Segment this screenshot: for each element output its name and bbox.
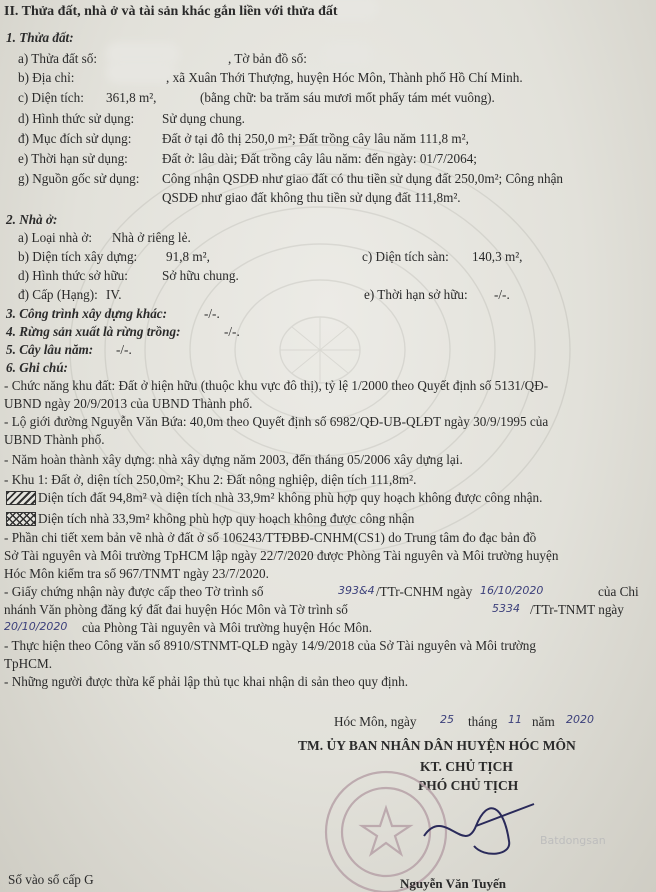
note-8-line-2-b: /TTr-TNMT ngày: [530, 602, 624, 617]
build-area-value: 91,8 m²,: [166, 249, 210, 264]
note-8-line-1-c: của Chi: [598, 584, 639, 599]
construction-heading: 3. Công trình xây dựng khác:: [6, 306, 168, 321]
watermark-text: Batdongsan: [540, 834, 606, 847]
handwritten-date-2: 20/10/2020: [4, 620, 68, 633]
note-9-line-2: TpHCM.: [4, 656, 52, 671]
handwritten-month: 11: [508, 713, 522, 726]
origin-line-2: QSDĐ như giao đất không thu tiền sử dụng đất 111,8m².: [162, 190, 461, 205]
ownership-term-label: e) Thời hạn sở hữu:: [364, 287, 468, 302]
forest-value: -/-.: [224, 324, 240, 339]
note-9-line-1: - Thực hiện theo Công văn số 8910/STNMT-QLĐ ngày 14/9/2018 của Sở Tài nguyên và Môi trường: [4, 638, 536, 653]
address-value: , xã Xuân Thới Thượng, huyện Hóc Môn, Thành phố Hồ Chí Minh.: [166, 70, 523, 85]
origin-label: g) Nguồn gốc sử dụng:: [18, 171, 140, 186]
map-sheet-label: , Tờ bản đồ số:: [228, 51, 307, 66]
handwritten-number-2: 5334: [492, 602, 520, 615]
handwritten-year: 2020: [566, 713, 594, 726]
note-7-line-2: Sở Tài nguyên và Môi trường TpHCM lập ngày 22/7/2020 được Phòng Tài nguyên và Môi trường huyện: [4, 548, 559, 563]
hatch-legend-2-icon: [6, 512, 36, 526]
origin-line-1: Công nhận QSDĐ như giao đất có thu tiền sử dụng đất 250,0m²; Công nhận: [162, 171, 564, 186]
term-label: e) Thời hạn sử dụng:: [18, 151, 128, 166]
trees-heading: 5. Cây lâu năm:: [6, 342, 94, 357]
house-heading: 2. Nhà ở:: [6, 212, 58, 227]
note-2-line-1: - Lộ giới đường Nguyễn Văn Bứa: 40,0m theo Quyết định số 6982/QĐ-UB-QLĐT ngày 30/9/1995 của: [4, 414, 549, 429]
note-5: Diện tích đất 94,8m² và diện tích nhà 33,9m² không phù hợp quy hoạch không được công nhận.: [38, 490, 543, 505]
note-8-line-1-a: - Giấy chứng nhận này được cấp theo Tờ trình số: [4, 584, 264, 599]
note-7-line-3: Hóc Môn kiểm tra số 967/TNMT ngày 23/7/2020.: [4, 566, 269, 581]
note-2-line-2: UBND Thành phố.: [4, 432, 105, 447]
note-8-line-2-a: nhánh Văn phòng đăng ký đất đai huyện Hóc Môn và Tờ trình số: [4, 602, 348, 617]
ownership-label: d) Hình thức sở hữu:: [18, 268, 128, 283]
handwritten-signature-icon: [414, 796, 544, 866]
grade-label: đ) Cấp (Hạng):: [18, 287, 98, 302]
purpose-label: đ) Mục đích sử dụng:: [18, 131, 132, 146]
handwritten-day: 25: [440, 713, 454, 726]
address-label: b) Địa chỉ:: [18, 70, 75, 85]
notes-heading: 6. Ghi chú:: [6, 360, 68, 375]
handwritten-date-1: 16/10/2020: [480, 584, 544, 597]
signer-title: PHÓ CHỦ TỊCH: [418, 778, 519, 793]
note-8-line-3: của Phòng Tài nguyên và Môi trường huyện Hóc Môn.: [82, 620, 373, 635]
note-1-line-2: UBND ngày 20/9/2013 của UBND Thành phố.: [4, 396, 253, 411]
year-label: năm: [532, 714, 555, 729]
land-heading: 1. Thửa đất:: [6, 30, 74, 45]
forest-heading: 4. Rừng sản xuất là rừng trồng:: [6, 324, 181, 339]
grade-value: IV.: [106, 287, 122, 302]
area-label: c) Diện tích:: [18, 90, 84, 105]
note-8-line-1-b: /TTr-CNHM ngày: [376, 584, 473, 599]
note-4: - Khu 1: Đất ở, diện tích 250,0m²; Khu 2: Đất nông nghiệp, diện tích 111,8m².: [4, 472, 417, 487]
signer-name: Nguyễn Văn Tuyến: [400, 876, 506, 891]
signer-capacity: KT. CHỦ TỊCH: [420, 759, 513, 774]
note-6: Diện tích nhà 33,9m² không phù hợp quy hoạch không được công nhận: [38, 511, 415, 526]
note-1-line-1: - Chức năng khu đất: Đất ở hiện hữu (thuộc khu vực đô thị), tỷ lệ 1/2000 theo Quyết định số 5131/QĐ-: [4, 378, 549, 393]
hatch-legend-1-icon: [6, 491, 36, 505]
note-3: - Năm hoàn thành xây dựng: nhà xây dựng năm 2003, đến tháng 05/2006 xây dựng lại.: [4, 452, 463, 467]
house-type-label: a) Loại nhà ở:: [18, 230, 92, 245]
place-date-prefix: Hóc Môn, ngày: [334, 714, 417, 729]
issuing-authority: TM. ỦY BAN NHÂN DÂN HUYỆN HÓC MÔN: [298, 738, 576, 753]
register-number-label: Số vào sổ cấp G: [8, 872, 94, 887]
month-label: tháng: [468, 714, 498, 729]
trees-value: -/-.: [116, 342, 132, 357]
parcel-label: a) Thửa đất số:: [18, 51, 98, 66]
section-title: II. Thửa đất, nhà ở và tài sản khác gắn liền với thửa đất: [4, 4, 338, 19]
use-form-value: Sử dụng chung.: [162, 111, 245, 126]
term-value: Đất ở: lâu dài; Đất trồng cây lâu năm: đến ngày: 01/7/2064;: [162, 151, 477, 166]
house-type-value: Nhà ở riêng lẻ.: [112, 230, 191, 245]
construction-value: -/-.: [204, 306, 220, 321]
floor-area-label: c) Diện tích sàn:: [362, 249, 449, 264]
note-7-line-1: - Phần chi tiết xem bản vẽ nhà ở đất ở số 106243/TTĐBĐ-CNHM(CS1) do Trung tâm đo đạc bản đồ: [4, 530, 537, 545]
note-10: - Những người được thừa kế phải lập thủ tục khai nhận di sản theo quy định.: [4, 674, 409, 689]
build-area-label: b) Diện tích xây dựng:: [18, 249, 138, 264]
area-value: 361,8 m²,: [106, 90, 157, 105]
use-form-label: d) Hình thức sử dụng:: [18, 111, 135, 126]
purpose-value: Đất ở tại đô thị 250,0 m²; Đất trồng cây lâu năm 111,8 m²,: [162, 131, 469, 146]
ownership-term-value: -/-.: [494, 287, 510, 302]
floor-area-value: 140,3 m²,: [472, 249, 523, 264]
handwritten-number-1: 393&4: [338, 584, 375, 597]
area-in-words: (bằng chữ: ba trăm sáu mươi mốt phẩy tám mét vuông).: [200, 90, 495, 105]
ownership-value: Sở hữu chung.: [162, 268, 239, 283]
